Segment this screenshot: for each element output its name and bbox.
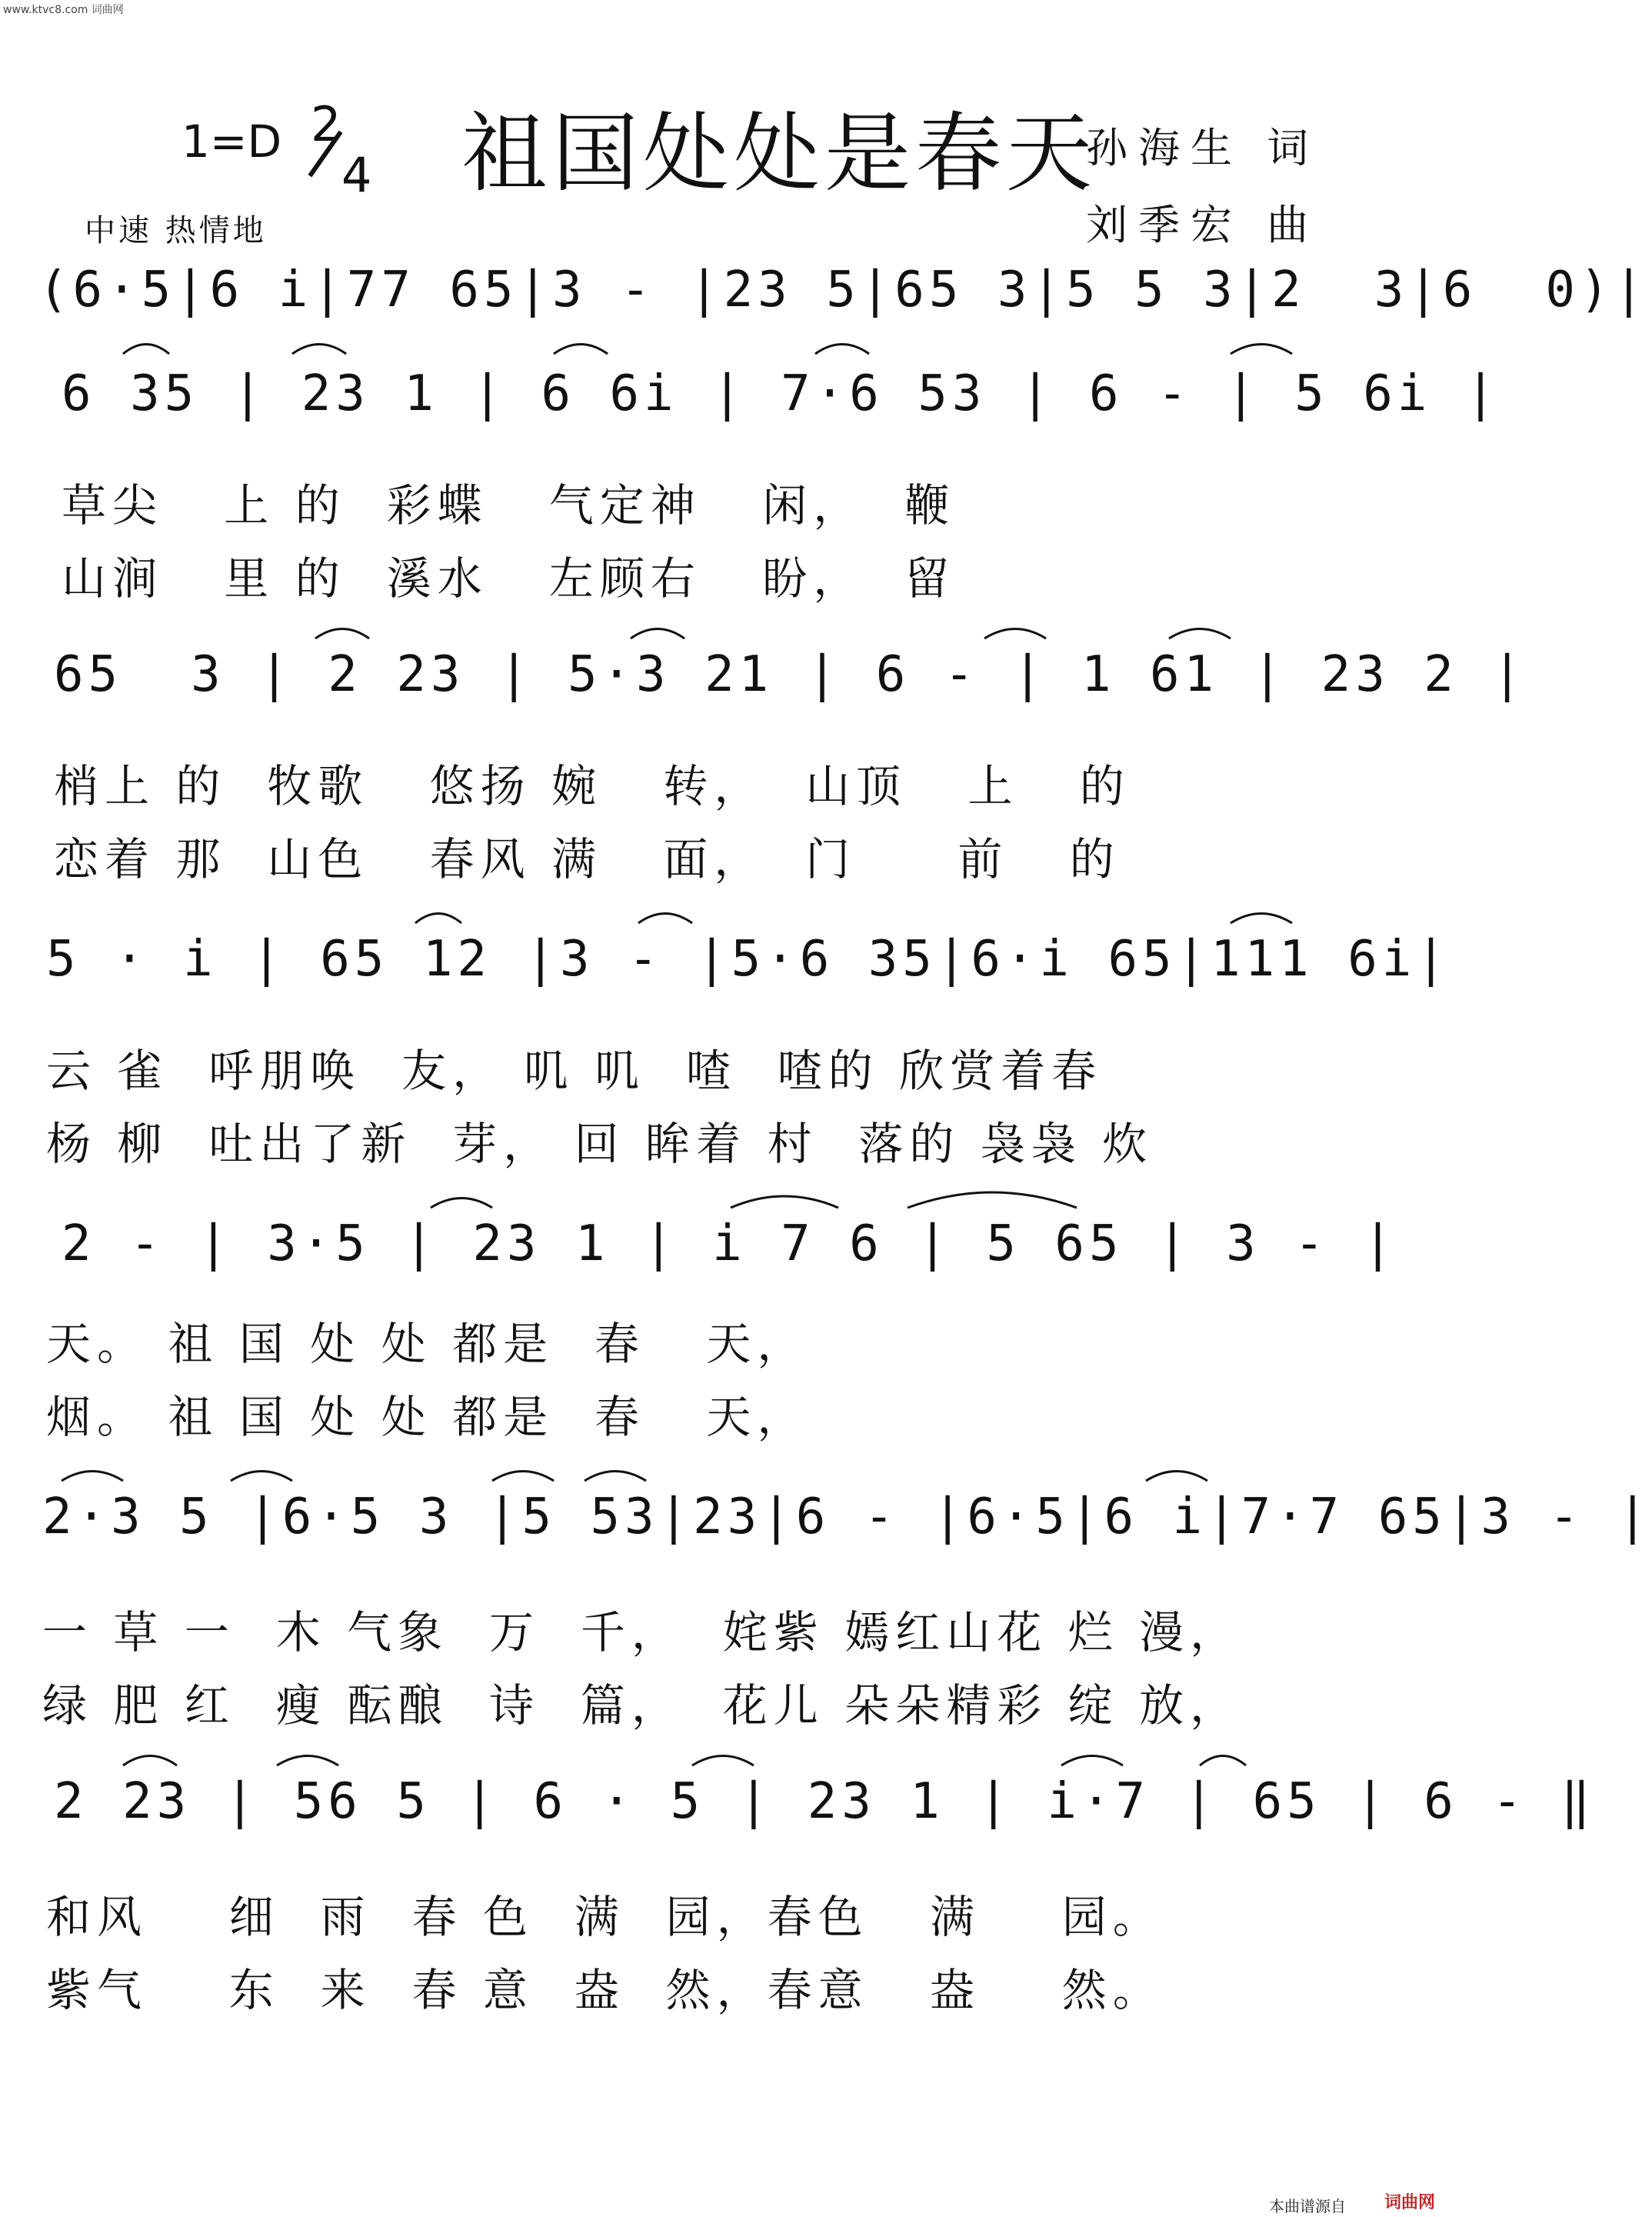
tie-arc — [492, 1472, 554, 1482]
lyric-line-6b: 绿 肥 红 瘦 酝酿 诗 篇， 花儿 朵朵精彩 绽 放， — [42, 1679, 1241, 1732]
lyric-line-2b: 山涧 里 的 溪水 左顾右 盼， 留 — [62, 552, 956, 605]
tie-arc — [815, 345, 869, 355]
notation-line-6: 2·3 5 |6·5 3 |5 53|23|6 - |6·5|6 i|7·7 65|3 - | — [42, 1489, 1652, 1545]
tie-arc — [62, 1472, 123, 1482]
tie-arc — [984, 629, 1046, 639]
time-sig-denominator: 4 — [341, 147, 372, 203]
composer-credit: 刘季宏 曲 — [1086, 201, 1320, 249]
tie-arc — [1200, 1756, 1246, 1766]
lyric-line-4b: 杨 柳 吐出了新 芽， 回 眸着 村 落的 袅袅 炊 — [46, 1118, 1154, 1170]
tie-arc — [631, 629, 684, 639]
lyric-line-3b: 恋着 那 山色 春风 满 面， 门 前 的 — [54, 833, 1121, 885]
time-signature — [308, 96, 377, 204]
lyric-line-3a: 梢上 的 牧歌 悠扬 婉 转， 山顶 上 的 — [54, 760, 1131, 812]
lyric-line-5b: 烟。 祖 国 处 处 都是 春 天， — [46, 1391, 808, 1443]
tie-arc — [908, 1192, 1077, 1208]
time-sig-numerator: 2 — [311, 96, 341, 152]
notation-line-5: 2 - | 3·5 | 23 1 | i 7 6 | 5 65 | 3 - | — [62, 1215, 1397, 1272]
lyric-line-2a: 草尖 上 的 彩蝶 气定神 闲， 鞭 — [62, 479, 956, 532]
tie-arc — [1169, 629, 1231, 639]
tie-arc — [315, 629, 369, 639]
notation-line-3: 65 3 | 2 23 | 5·3 21 | 6 - | 1 61 | 23 2 | — [54, 646, 1527, 703]
tempo-marking: 中速 热情地 — [85, 213, 267, 248]
tie-arc — [292, 345, 346, 355]
tie-arc — [554, 345, 608, 355]
lyric-line-6a: 一 草 一 木 气象 万 千， 姹紫 嫣红山花 烂 漫， — [42, 1606, 1241, 1659]
lyric-line-7b: 紫气 东 来 春 意 盎 然，春意 盎 然。 — [46, 1964, 1164, 2016]
tie-arc — [431, 1199, 492, 1209]
notation-line-4: 5 · i | 65 12 |3 - |5·6 35|6·i 65|111 6i| — [46, 931, 1450, 988]
tie-arc — [638, 914, 692, 924]
tie-arc — [1146, 1472, 1207, 1482]
footer-source-label: 本曲谱源自 — [1269, 2197, 1346, 2215]
tie-arc — [585, 1472, 646, 1482]
tie-arc — [123, 345, 169, 355]
tie-arc — [415, 914, 461, 924]
notation-line-7: 2 23 | 56 5 | 6 · 5 | 23 1 | i·7 | 65 | 6 - ‖ — [54, 1773, 1595, 1830]
notation-line-1: (6·5|6 i|77 65|3 - |23 5|65 3|5 5 3|2 3|6 0)| — [38, 262, 1648, 318]
tie-arc — [277, 1756, 338, 1766]
tie-arc — [1231, 914, 1292, 924]
lyric-line-4a: 云 雀 呼朋唤 友， 叽 叽 喳 喳的 欣赏着春 — [46, 1045, 1103, 1097]
source-watermark: www.ktvc8.com 词曲网 — [3, 4, 124, 16]
song-title: 祖国处处是春天 — [461, 104, 1097, 204]
tie-arc — [123, 1756, 177, 1766]
key-signature: 1=D — [182, 115, 282, 168]
tie-arc — [1231, 345, 1292, 355]
lyric-line-5a: 天。 祖 国 处 处 都是 春 天， — [46, 1318, 808, 1370]
tie-arc — [1061, 1756, 1123, 1766]
tie-arc — [231, 1472, 292, 1482]
footer-site-logo: 词曲网 — [1384, 2193, 1436, 2212]
tie-arc — [731, 1196, 838, 1208]
lyricist-credit: 孙海生 词 — [1086, 124, 1320, 172]
lyric-line-7a: 和风 细 雨 春 色 满 园，春色 满 园。 — [46, 1891, 1164, 1943]
notation-line-2: 6 35 | 23 1 | 6 6i | 7·6 53 | 6 - | 5 6i | — [62, 365, 1500, 422]
tie-arc — [692, 1756, 754, 1766]
